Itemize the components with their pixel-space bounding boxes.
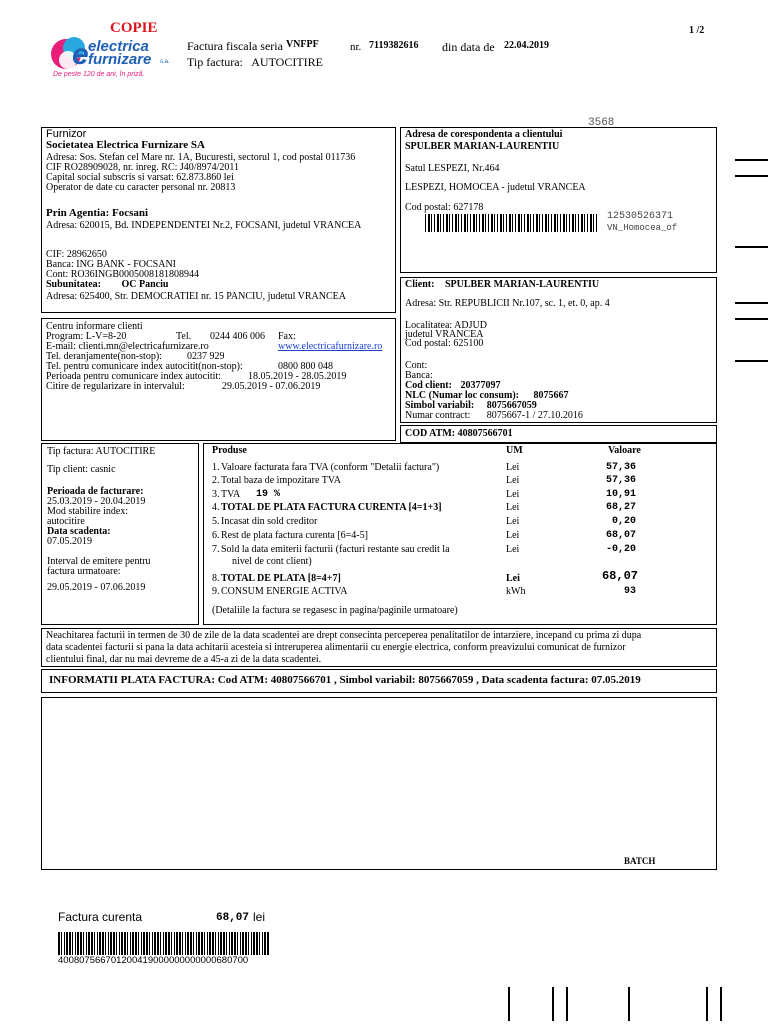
lp-scadenta-label: Data scadenta: [47,526,111,537]
nlc-label: NLC (Numar loc consum): [405,390,519,401]
perioada-value: 18.05.2019 - 28.05.2019 [248,371,347,382]
corespondenta-title: Adresa de corespondenta a clientului [405,129,563,140]
cod-atm-value: 40807566701 [457,428,513,439]
row-number: 4. [212,502,220,513]
simbol-label: Simbol variabil: [405,400,475,411]
client-name: SPULBER MARIAN-LAURENTIU [444,279,600,290]
row-number: 7. [212,544,220,555]
deranj-value: 0237 929 [187,351,225,362]
furnizor-cont: Cont: RO36INGB0005008181808944 [46,269,200,280]
autocitit-value: 0800 800 048 [278,361,333,372]
bottom-mark [552,987,554,1021]
row-label: TOTAL DE PLATA FACTURA CURENTA [4=1+3] [221,502,442,513]
cod-atm-box [400,425,717,443]
notice-line2: data scadentei facturii si pana la data achitarii acesteia si intreruperea alimentarii cu energie electrica, conform preavizului comunicat de furnizor [46,642,626,653]
client-banca: Banca: [405,370,433,381]
bottom-mark [508,987,510,1021]
furnizor-name: Societatea Electrica Furnizare SA [46,139,205,151]
invoice-number: 7119382616 [369,40,419,51]
blank-area-box [41,697,717,870]
payment-barcode-digits: 400807566701200419000000000000680700 [58,955,249,966]
row-number: 3. [212,489,220,500]
lp-tip-factura: Tip factura: AUTOCITIRE [47,446,156,457]
row-value: -0,20 [605,544,636,555]
margin-mark [735,302,768,304]
logo-brand-line1: electrica [88,38,149,55]
row-um: Lei [506,489,520,500]
logo-brand-line2: furnizare [88,51,152,68]
row-value: 68,07 [605,530,636,541]
client-localitatea: Localitatea: ADJUD [405,320,487,331]
subunitatea-value: OC Panciu [121,279,169,290]
row-label: Incasat din sold creditor [221,516,318,527]
cod-atm-label: COD ATM: [405,428,456,439]
margin-mark [735,175,768,177]
centru-info-box [41,318,396,441]
row-value: 57,36 [605,462,636,473]
row-number: 8. [212,573,220,584]
row-um: kWh [506,586,526,597]
row-label: Total baza de impozitare TVA [221,475,341,486]
row-label: TOTAL DE PLATA [8=4+7] [221,573,341,584]
citire-value: 29.05.2019 - 07.06.2019 [222,381,321,392]
products-box [203,443,717,625]
program: Program: L-V=8-20 [46,331,127,342]
bottom-mark [720,987,722,1021]
tip-label: Tip factura: [187,55,243,69]
furnizor-capital: Capital social subscris si varsat: 62.873.860 lei [46,172,234,183]
client-box [400,277,717,423]
subunitatea-row [46,279,168,290]
logo-brand-suffix: s.a. [160,59,170,65]
client-header [405,279,599,290]
corespondenta-box [400,127,717,273]
tel-label: Tel. [176,331,192,342]
notice-line3: clientului final, dar nu mai devreme de a 45-a zi de la data scadentei. [46,654,322,665]
row-label: Rest de plata factura curenta [6=4-5] [221,530,368,541]
col-um: UM [506,445,523,456]
payment-barcode [58,932,270,955]
contract-label: Numar contract: [405,410,471,421]
row-um: Lei [506,475,520,486]
email: E-mail: clienti.mn@electricafurnizare.ro [46,341,209,352]
row-value: 93 [623,586,636,597]
row-value: 57,36 [605,475,636,486]
nr-label: nr. [350,41,362,53]
cod-client-label: Cod client: [405,380,452,391]
payment-info-box [41,669,717,693]
address-barcode-sub: VN_Homocea_of [607,223,678,233]
col-produse: Produse [212,445,247,456]
factura-details-box [41,443,199,625]
row-number: 2. [212,475,220,486]
batch-label: BATCH [624,856,656,866]
subunitatea-adresa: Adresa: 625400, Str. DEMOCRATIEI nr. 15 PANCIU, judetul VRANCEA [46,291,347,302]
simbol-value: 8075667059 [486,400,537,411]
furnizor-box [41,127,396,313]
website-link[interactable]: www.electricafurnizare.ro [278,341,383,352]
row-value: 68,07 [601,569,638,583]
lp-interval-label1: Interval de emitere pentru [47,556,151,567]
corespondenta-name: SPULBER MARIAN-LAURENTIU [405,141,560,152]
code-3568: 3568 [588,117,615,129]
nlc-value: 8075667 [533,390,569,401]
row-um: Lei [506,530,520,541]
cod-atm-row [405,428,513,439]
row-label: CONSUM ENERGIE ACTIVA [221,586,348,597]
client-cont: Cont: [405,360,428,371]
client-label: Client: [405,279,435,290]
lp-scadenta: 07.05.2019 [47,536,92,547]
row-um: Lei [506,516,520,527]
row-um: Lei [506,573,520,584]
row-value: 10,91 [605,489,636,500]
payment-info: INFORMATII PLATA FACTURA: Cod ATM: 40807566701 , Simbol variabil: 8075667059 , Data scadenta factura: 07.05.2019 [49,674,641,686]
contract-row [405,410,583,421]
perioada-label: Perioada pentru comunicare index autocitit: [46,371,221,382]
notice-box [41,628,717,667]
tip-factura-header [187,57,323,68]
furnizor-cif: CIF RO28909028, nr. inreg. RC: J40/8974/2011 [46,162,239,173]
lp-perioada-label: Perioada de facturare: [47,486,144,497]
fax-label: Fax: [278,331,296,342]
row-number: 5. [212,516,220,527]
tel-value: 0244 406 006 [210,331,265,342]
furnizor-adresa: Adresa: Sos. Stefan cel Mare nr. 1A, Bucuresti, sectorul 1, cod postal 011736 [46,152,356,163]
seria: VNFPF [285,39,319,50]
row-label: Sold la data emiterii facturii (facturi restante sau credit la [221,544,450,555]
autocitit-label: Tel. pentru comunicare index autocitit(non-stop): [46,361,243,372]
row-number: 9. [212,586,220,597]
page-number: 1 /2 [689,25,705,36]
din-label: din data de [442,40,495,54]
centru-title: Centru informare clienti [46,321,143,332]
margin-mark [735,360,768,362]
lp-mod-label: Mod stabilire index: [47,506,129,517]
corespondenta-satul: Satul LESPEZI, Nr.464 [405,163,500,174]
row-number: 1. [212,462,220,473]
client-judet: judetul VRANCEA [405,329,484,340]
subunitatea-label: Subunitatea: [46,279,102,290]
row-um: Lei [506,502,520,513]
electrica-logo [48,34,178,84]
furnizor-title: Furnizor [46,128,87,140]
lp-perioada: 25.03.2019 - 20.04.2019 [47,496,146,507]
col-valoare: Valoare [608,445,641,456]
tip-value: AUTOCITIRE [251,55,324,69]
svg-text:e: e [72,38,89,71]
margin-mark [735,318,768,320]
address-barcode-number: 12530526371 [607,211,674,222]
citire-label: Citire de regularizare in intervalul: [46,381,185,392]
furnizor-cif2: CIF: 28962650 [46,249,107,260]
row-label: TVA [221,489,241,500]
row-value: 68,27 [605,502,636,513]
factura-curenta-currency: lei [253,910,266,924]
agentia-title: Prin Agentia: Focsani [46,207,149,219]
lp-interval-label2: factura urmatoare: [47,566,121,577]
contract-value: 8075667-1 / 27.10.2016 [486,410,583,421]
notice-line1: Neachitarea facturii in termen de 30 de zile de la data scadentei are drept consecinta perceperea penalitatilor de intarziere, incepand cu prima zi dupa [46,630,642,641]
client-adresa: Adresa: Str. REPUBLICII Nr.107, sc. 1, et. 0, ap. 4 [405,298,610,309]
row-label-2: nivel de cont client) [232,556,312,567]
furnizor-banca: Banca: ING BANK - FOCSANI [46,259,176,270]
row-number: 6. [212,530,220,541]
invoice-title [187,41,319,53]
bottom-mark [706,987,708,1021]
factura-curenta-amount: 68,07 [216,912,250,924]
bottom-mark [628,987,630,1021]
corespondenta-localitate: LESPEZI, HOMOCEA - judetul VRANCEA [405,182,586,193]
lp-interval: 29.05.2019 - 07.06.2019 [47,582,146,593]
row-label: Valoare facturata fara TVA (conform "Detalii factura") [221,462,440,473]
lp-tip-client: Tip client: casnic [47,464,116,475]
address-barcode [425,214,599,232]
deranj-label: Tel. deranjamente(non-stop): [46,351,162,362]
copie-stamp: COPIE [110,20,158,36]
bottom-mark [566,987,568,1021]
agentia-adresa: Adresa: 620015, Bd. INDEPENDENTEI Nr.2, FOCSANI, judetul VRANCEA [46,220,362,231]
invoice-date: 22.04.2019 [504,40,549,51]
logo-tagline: De peste 120 de ani, în priză. [53,71,145,78]
margin-mark [735,159,768,161]
client-cod-postal: Cod postal: 625100 [405,338,484,349]
cod-client-value: 20377097 [460,380,501,391]
lp-mod: autocitire [47,516,85,527]
row-um: Lei [506,462,520,473]
furnizor-operator: Operator de date cu caracter personal nr. 20813 [46,182,236,193]
products-note: (Detaliile la factura se regasesc in pagina/paginile urmatoare) [212,605,458,616]
factura-label: Factura fiscala seria [187,39,283,53]
row-um: Lei [506,544,520,555]
row-tva-rate: 19 % [256,489,281,500]
corespondenta-cod: Cod postal: 627178 [405,202,484,213]
margin-mark [735,246,768,248]
row-value: 0,20 [611,516,636,527]
factura-curenta-label: Factura curenta [58,910,143,924]
